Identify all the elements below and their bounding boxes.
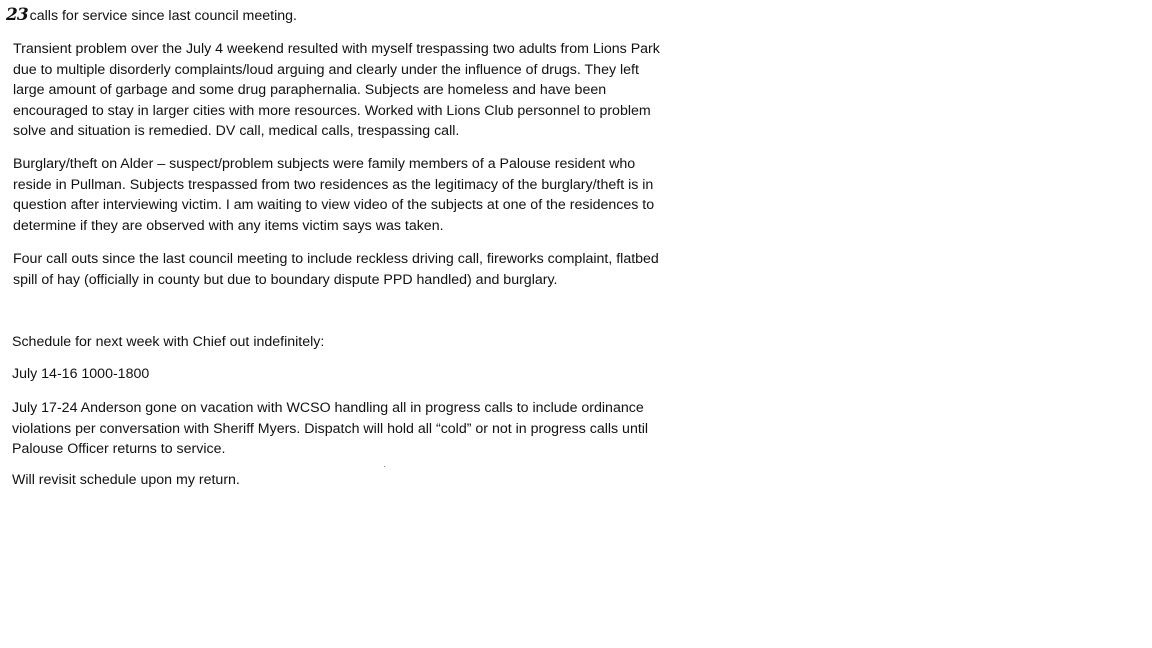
paragraph-line: July 17-24 Anderson gone on vacation with WCSO handling all in progress calls to include ordinance [12,400,644,416]
paragraph-line: spill of hay (officially in county but due to boundary dispute PPD handled) and burglary. [13,271,558,288]
schedule-entry-july-14-16: July 14-16 1000-1800 [12,366,150,382]
paragraph-line: violations per conversation with Sheriff Myers. Dispatch will hold all “cold” or not in progress calls until [12,420,649,437]
paragraph-line: reside in Pullman. Subjects trespassed from two residences as the legitimacy of the burglary/theft is in [13,176,654,193]
paragraph-line: large amount of garbage and some drug paraphernalia. Subjects are homeless and have been [13,82,607,98]
paragraph-line: question after interviewing victim. I am waiting to view video of the subjects at one of the residences to [13,197,655,213]
closing-line: Will revisit schedule upon my return. [12,472,240,488]
paragraph-line: Palouse Officer returns to service. [12,441,226,457]
calls-summary-text: calls for service since last council meeting. [29,8,297,24]
schedule-heading: Schedule for next week with Chief out indefinitely: [12,334,325,350]
callouts-paragraph [13,249,713,290]
paragraph-line: Four call outs since the last council meeting to include reckless driving call, fireworks complaint, flatbed [13,251,659,267]
scan-speck [384,466,385,467]
paragraph-line: solve and situation is remedied. DV call, medical calls, trespassing call. [13,123,460,139]
handwritten-call-count: 23 [6,5,28,25]
paragraph-line: Burglary/theft on Alder – suspect/problem subjects were family members of a Palouse resident who [13,156,636,172]
schedule-entry-july-17-24 [12,398,712,460]
calls-summary-line [6,5,297,27]
paragraph-line: determine if they are observed with any items victim says was taken. [13,217,444,234]
paragraph-line: due to multiple disorderly complaints/loud arguing and clearly under the influence of drugs. They left [13,61,639,78]
burglary-paragraph [13,154,713,236]
transient-paragraph [13,39,713,142]
paragraph-line: Transient problem over the July 4 weekend resulted with myself trespassing two adults from Lions Park [13,41,660,57]
paragraph-line: encouraged to stay in larger cities with more resources. Worked with Lions Club personnel to problem [13,102,651,119]
